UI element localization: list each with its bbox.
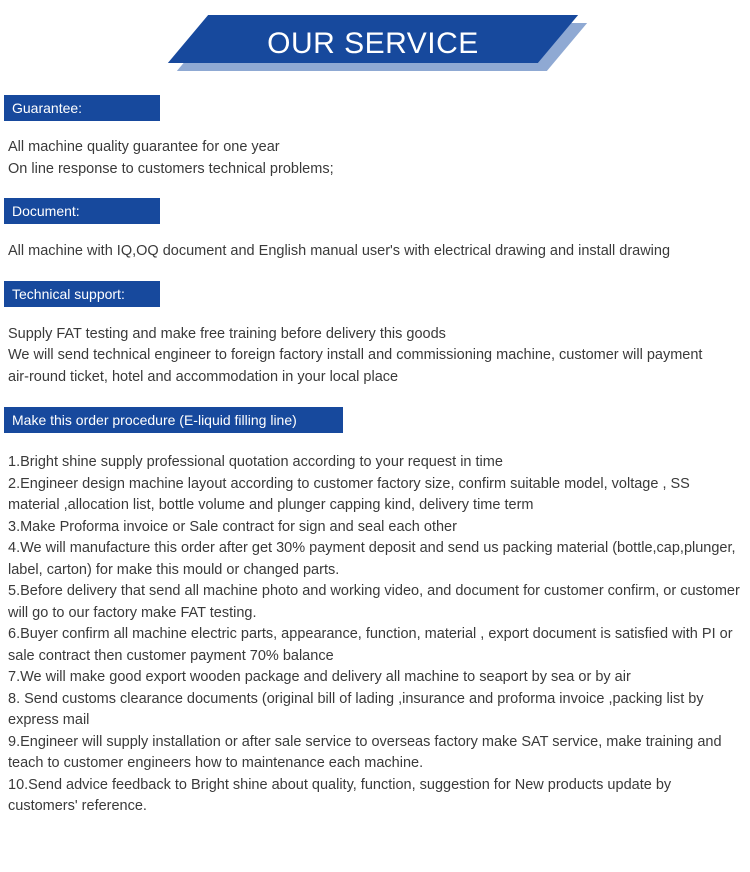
procedure-list [8,452,742,818]
text-line: All machine with IQ,OQ document and English manual user's with electrical drawing and install drawing [8,243,671,259]
text-line: Supply FAT testing and make free training before delivery this goods [8,325,446,342]
section-header-order-procedure: Make this order procedure (E-liquid filling line) [4,407,343,433]
text-line: We will send technical engineer to foreign factory install and commissioning machine, customer will payment [8,347,703,363]
procedure-item-1: 1.Bright shine supply professional quotation according to your request in time [8,454,503,470]
service-banner [188,15,558,63]
text-line: All machine quality guarantee for one year [8,139,280,155]
procedure-item-9: 9.Engineer will supply installation or after sale service to overseas factory make SAT service, make training and teach to customer engineers how to maintenance each machine. [8,733,722,771]
text-line: air-round ticket, hotel and accommodation in your local place [8,368,399,385]
page-title: OUR SERVICE [267,27,479,60]
section-header-technical-support: Technical support: [4,281,160,307]
procedure-item-3: 3.Make Proforma invoice or Sale contract for sign and seal each other [8,518,457,535]
procedure-item-4: 4.We will manufacture this order after get 30% payment deposit and send us packing material (bottle,cap,plunger, label, carton) for make this mould or changed parts. [8,540,736,578]
procedure-item-8: 8. Send customs clearance documents (original bill of lading ,insurance and proforma invoice ,packing list by express mail [8,690,704,728]
document-body [8,241,742,263]
our-service-page [0,15,750,818]
section-header-guarantee: Guarantee: [4,95,160,121]
technical-support-body [8,324,742,389]
procedure-item-7: 7.We will make good export wooden package and delivery all machine to seaport by sea or by air [8,669,631,685]
procedure-item-2: 2.Engineer design machine layout according to customer factory size, confirm suitable model, voltage , SS material ,allocation list, bottle volume and plunger capping kind, delivery time term [8,475,690,513]
procedure-item-10: 10.Send advice feedback to Bright shine about quality, function, suggestion for New products update by customers' reference. [8,776,672,814]
procedure-item-6: 6.Buyer confirm all machine electric parts, appearance, function, material , export document is satisfied with PI or sale contract then customer payment 70% balance [8,626,733,664]
section-header-document: Document: [4,198,160,224]
procedure-item-5: 5.Before delivery that send all machine photo and working video, and document for customer confirm, or customer will go to our factory make FAT testing. [8,583,740,621]
guarantee-body [8,137,742,180]
text-line: On line response to customers technical problems; [8,160,334,177]
